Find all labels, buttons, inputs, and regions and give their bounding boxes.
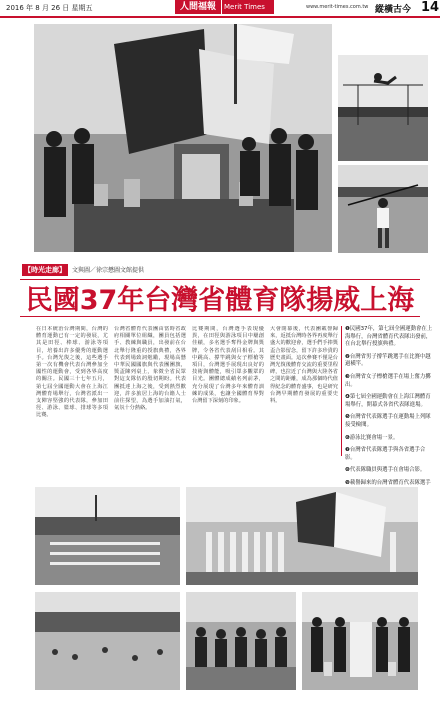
header-rule <box>0 16 440 18</box>
photo-swimming-venue <box>35 592 180 690</box>
photo-team-trophies <box>302 592 418 690</box>
caption-9: ❾載譽歸來的台灣省體育代表隊選手 <box>345 479 431 486</box>
caption-2: ❷台灣省男子撐竿跳選手在比賽中越過橫竿。 <box>345 353 431 368</box>
article-column-4: 大會閉幕後，代表團載譽歸來，返抵台灣時各界再度舉行盛大的歡迎會，選手們手捧獎盃合影留念，留下許多珍貴的歷史畫面。這次參賽不僅是台灣光復後體育交流的重要里程碑，也拉近了台灣與大陸各省之間的距離，成為那個時代值得紀念的體育盛事，也是研究台灣早期體育發展的重要史料。 <box>270 326 338 405</box>
newspaper-english-name: Merit Times <box>222 0 274 14</box>
article-credit: 文與圖／徐宗懋圖文館提供 <box>72 267 145 274</box>
title-bottom-rule <box>20 316 420 317</box>
article-title: 民國37年台灣省體育隊揚威上海 <box>25 285 415 316</box>
section-name: 縱橫古今 <box>375 5 412 15</box>
issue-date: 2016 年 8 月 26 日 星期五 <box>6 4 93 12</box>
page-number: 14 <box>421 0 440 15</box>
caption-4: ❹第七屆全國運動會在上海江灣體育場舉行，開幕式各省代表隊進場。 <box>345 394 431 408</box>
caption-6: ❻游泳比賽會場一景。 <box>345 434 399 441</box>
article-column-3: 比賽期間，台灣選手表現優異，在田徑與游泳項目中屢創佳績，多名選手奪得金牌與獎牌，令各省代表刮目相看。其中跳高、撐竿跳與女子標槍等項目，台灣選手展現出良好的技術與體能，吸引眾多觀眾的目光。團體總成績名列前茅，充分展現了台灣多年來體育訓練的成果，也讓全國體育界對台灣留下深刻的印象。 <box>192 326 264 405</box>
photo-group-gathering <box>186 592 296 690</box>
photo-javelin <box>338 165 428 253</box>
caption-1: ❶民國37年，第七屆全國運動會在上海舉行，台灣省體育代表隊出發前，在台北舉行授旗典禮。 <box>345 326 433 348</box>
article-column-2: 台灣省體育代表團由當時省政府相關單位組織，團員包括選手、教練與職員，出發前在台北舉行隆重的授旗典禮，各界代表到場致詞勉勵，現場高懸中華民國國旗與代表團團旗，獎盃陳列桌上，象徵全省民眾對這支隊伍的殷切期盼。代表團抵達上海之後，受到熱烈歡迎，許多旅居上海的台籍人士前往探望，為選手加油打氣，氣氛十分熱絡。 <box>114 326 186 412</box>
article-column-1: 在日本統治台灣期間，台灣的體育運動已有一定的發展，尤其是田徑、棒球、游泳等項目，培養出許多優秀的運動選手。台灣光復之後，這些選手第一次有機會代表台灣參加全國性的運動會，受到各界高度的關注。民國三十七年五月，第七屆全國運動大會在上海江灣體育場舉行，台灣省派出一支陣容堅強的代表隊，參加田徑、游泳、籃球、排球等多項比賽。 <box>36 326 108 419</box>
column-tag: 【時光走廊】 <box>24 266 66 274</box>
caption-3: ❸台灣省女子標槍選手在場上奮力擲出。 <box>345 373 431 388</box>
caption-divider <box>341 326 342 456</box>
photo-opening-ceremony <box>35 487 180 585</box>
caption-8: ❽代表隊職員與選手在會場合影。 <box>345 467 426 474</box>
caption-7: ❼台灣省代表隊選手與各省選手合影。 <box>345 447 426 461</box>
photo-captions <box>345 326 435 500</box>
photo-team-march <box>186 487 418 585</box>
newspaper-logo: 人間福報 <box>175 0 221 14</box>
photo-ceremony <box>34 24 332 252</box>
photo-pole-vault <box>338 55 428 161</box>
website-url: www.merit-times.com.tw <box>306 4 369 10</box>
caption-5: ❺台灣省代表隊選手在運動場上列隊接受檢閱。 <box>345 414 431 428</box>
